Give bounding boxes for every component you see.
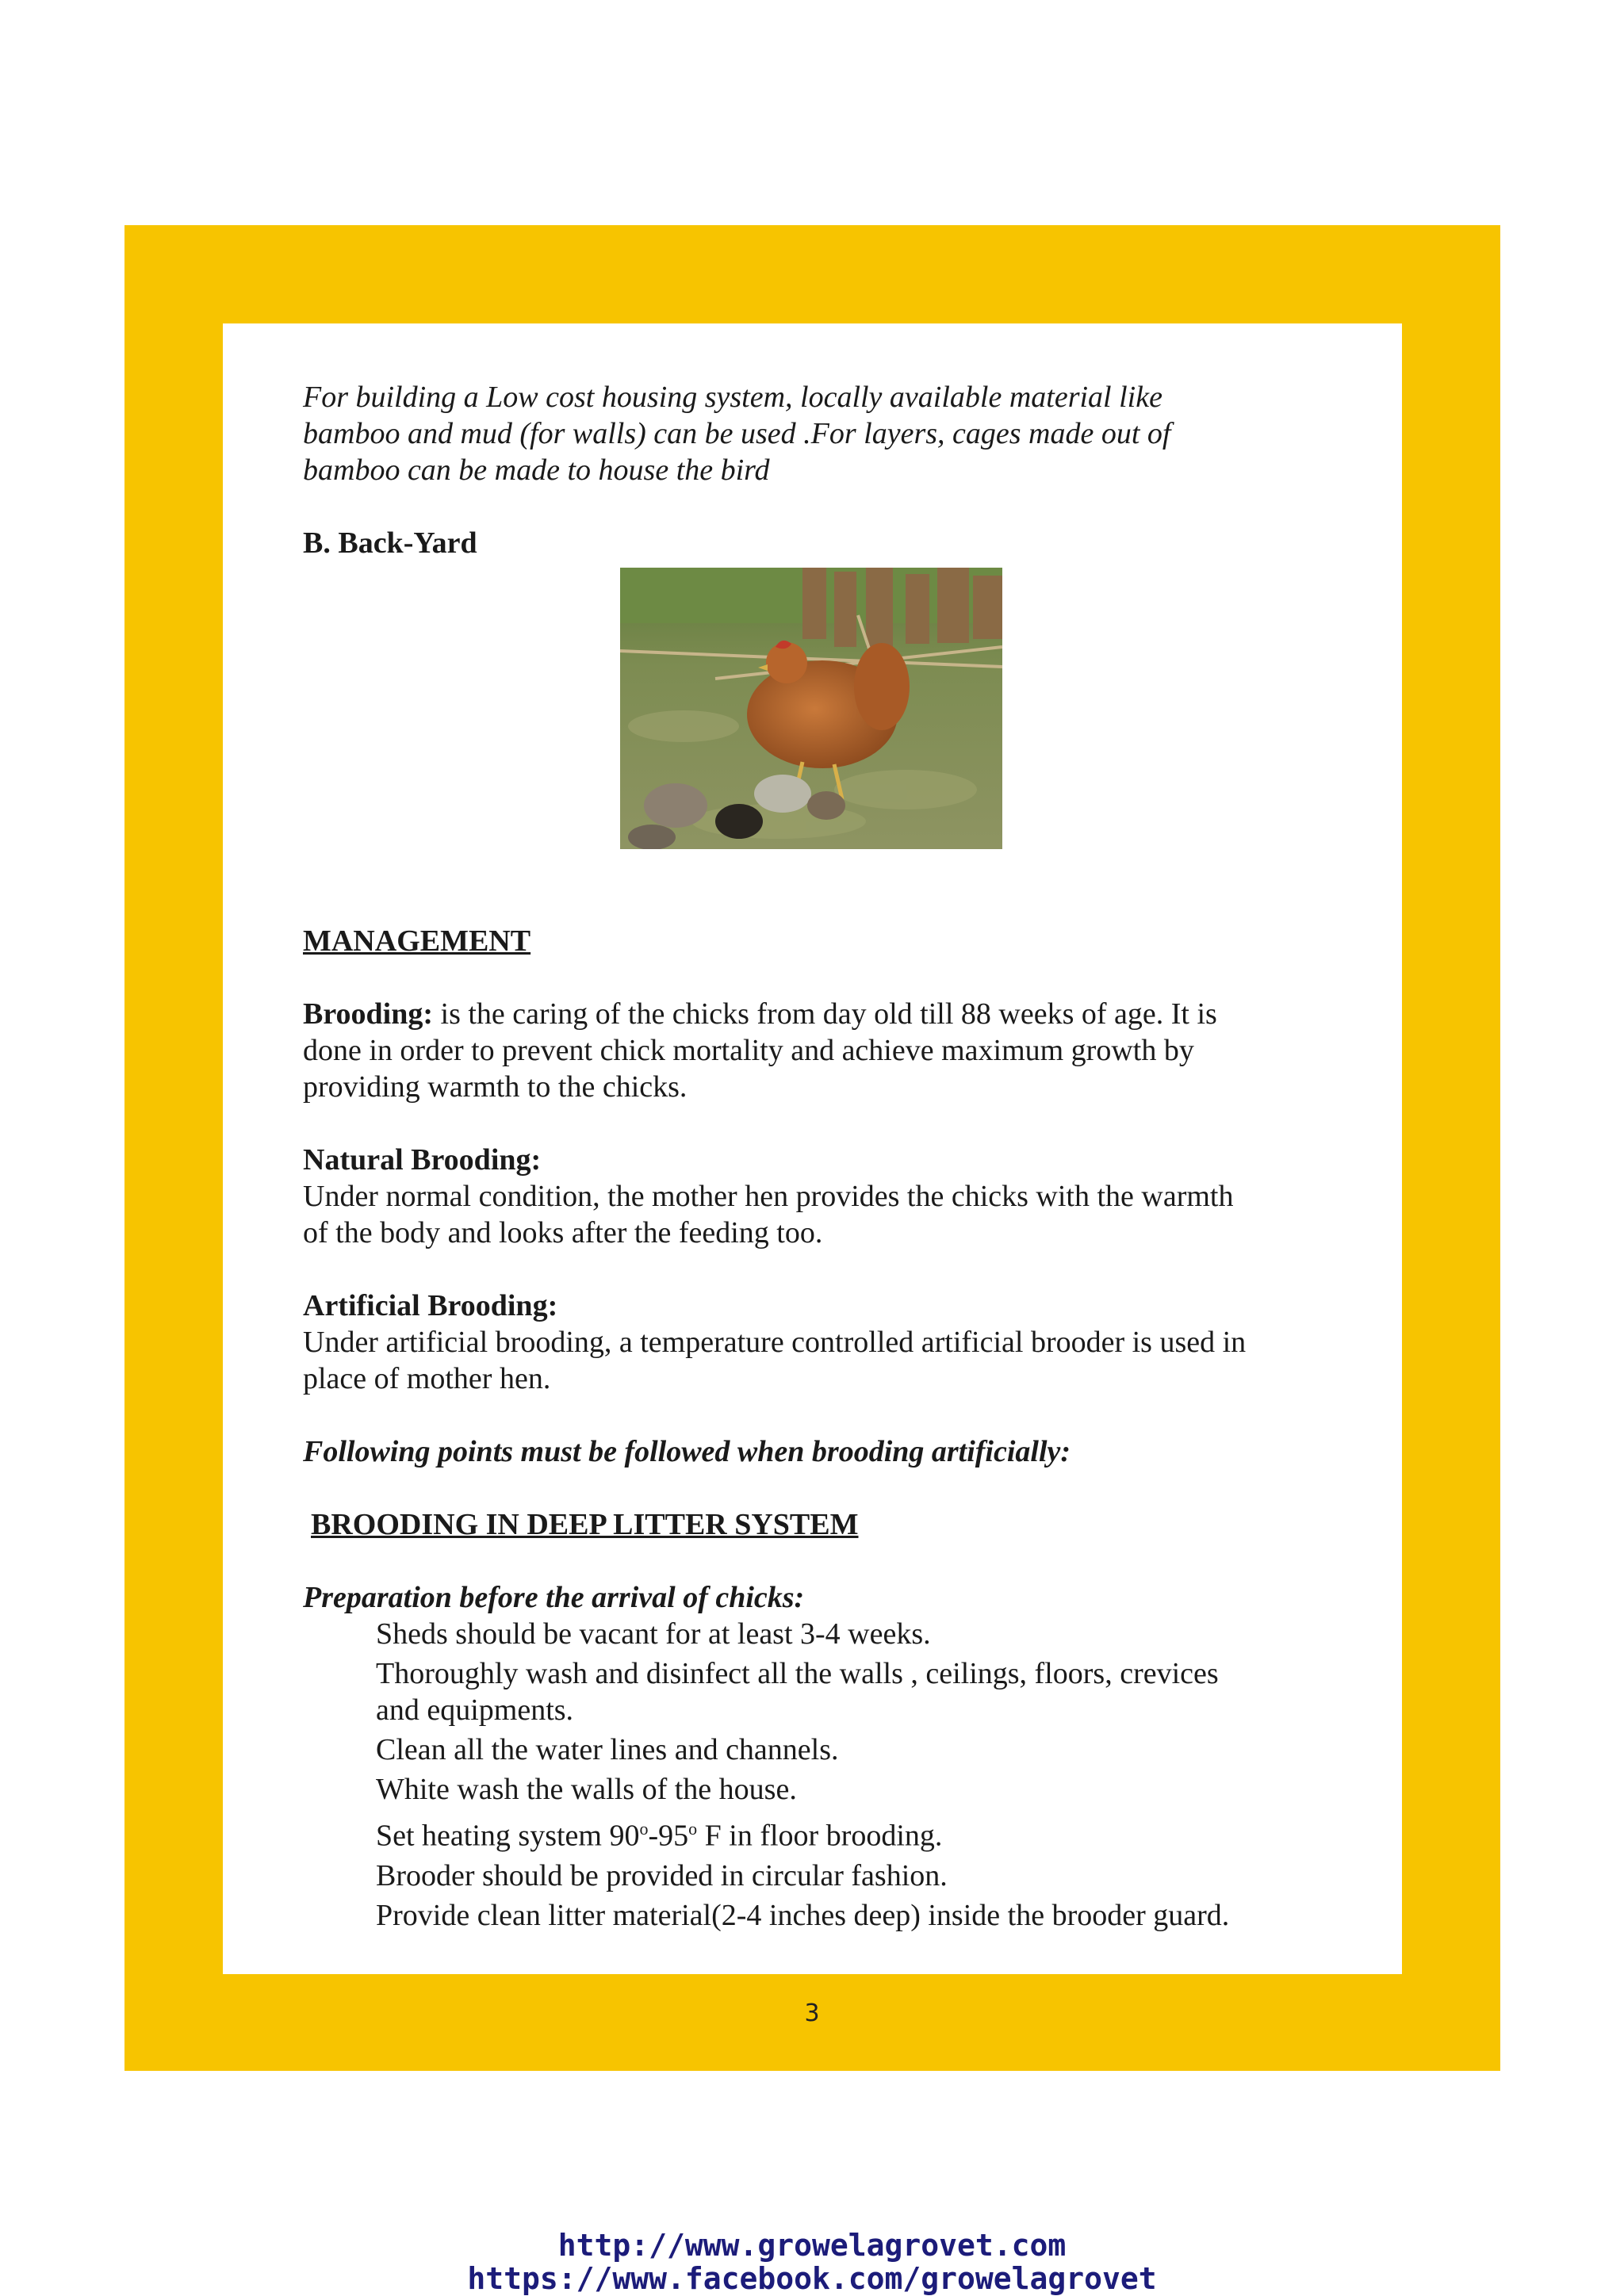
facebook-link[interactable]: https://www.facebook.com/growelagrovet	[467, 2261, 1157, 2296]
management-section	[303, 923, 1358, 1937]
preparation-heading: Preparation before the arrival of chicks:	[303, 1581, 805, 1614]
list-item: and equipments.	[376, 1693, 574, 1727]
following-points-note: Following points must be followed when brooding artificially:	[303, 1435, 1071, 1468]
preparation-list	[303, 1616, 1358, 1934]
brooding-term: Brooding:	[303, 997, 434, 1031]
list-item: Brooder should be provided in circular fashion.	[376, 1858, 948, 1892]
intro-line: bamboo and mud (for walls) can be used .For layers, cages made out of	[303, 417, 1171, 450]
website-link[interactable]: http://www.growelagrovet.com	[557, 2228, 1067, 2263]
artificial-brooding-heading: Artificial Brooding:	[303, 1289, 558, 1322]
artificial-brooding-line: Under artificial brooding, a temperature controlled artificial brooder is used in	[303, 1326, 1247, 1359]
brooding-line: providing warmth to the chicks.	[303, 1070, 688, 1104]
brooding-line: done in order to prevent chick mortality and achieve maximum growth by	[303, 1034, 1194, 1067]
page-number: 3	[804, 1999, 820, 2027]
intro-line: bamboo can be made to house the bird	[303, 453, 770, 487]
natural-brooding-line: of the body and looks after the feeding too.	[303, 1216, 823, 1249]
intro-paragraph	[303, 379, 1358, 561]
deep-litter-heading: BROODING IN DEEP LITTER SYSTEM	[311, 1508, 859, 1541]
website-link-row	[0, 2228, 1624, 2263]
list-item: Thoroughly wash and disinfect all the walls , ceilings, floors, crevices	[376, 1657, 1219, 1690]
natural-brooding-heading: Natural Brooding:	[303, 1143, 542, 1177]
facebook-link-row	[0, 2261, 1624, 2296]
management-heading: MANAGEMENT	[303, 924, 531, 958]
natural-brooding-line: Under normal condition, the mother hen provides the chicks with the warmth	[303, 1180, 1234, 1213]
list-item-heating: Set heating system 90$^o$-95$^o$ F in floor brooding.	[376, 1819, 943, 1853]
brooding-line: is the caring of the chicks from day old till 88 weeks of age. It is	[433, 997, 1217, 1031]
list-item: Sheds should be vacant for at least 3-4 weeks.	[376, 1617, 931, 1651]
backyard-heading: B. Back-Yard	[303, 526, 477, 560]
artificial-brooding-line: place of mother hen.	[303, 1362, 551, 1395]
list-item: White wash the walls of the house.	[376, 1773, 797, 1806]
intro-line: For building a Low cost housing system, locally available material like	[303, 381, 1162, 414]
list-item: Clean all the water lines and channels.	[376, 1733, 839, 1766]
hen-with-chicks-photo	[620, 568, 1002, 849]
list-item: Provide clean litter material(2-4 inches deep) inside the brooder guard.	[376, 1898, 1230, 1932]
brooding-paragraph	[303, 996, 1358, 1032]
